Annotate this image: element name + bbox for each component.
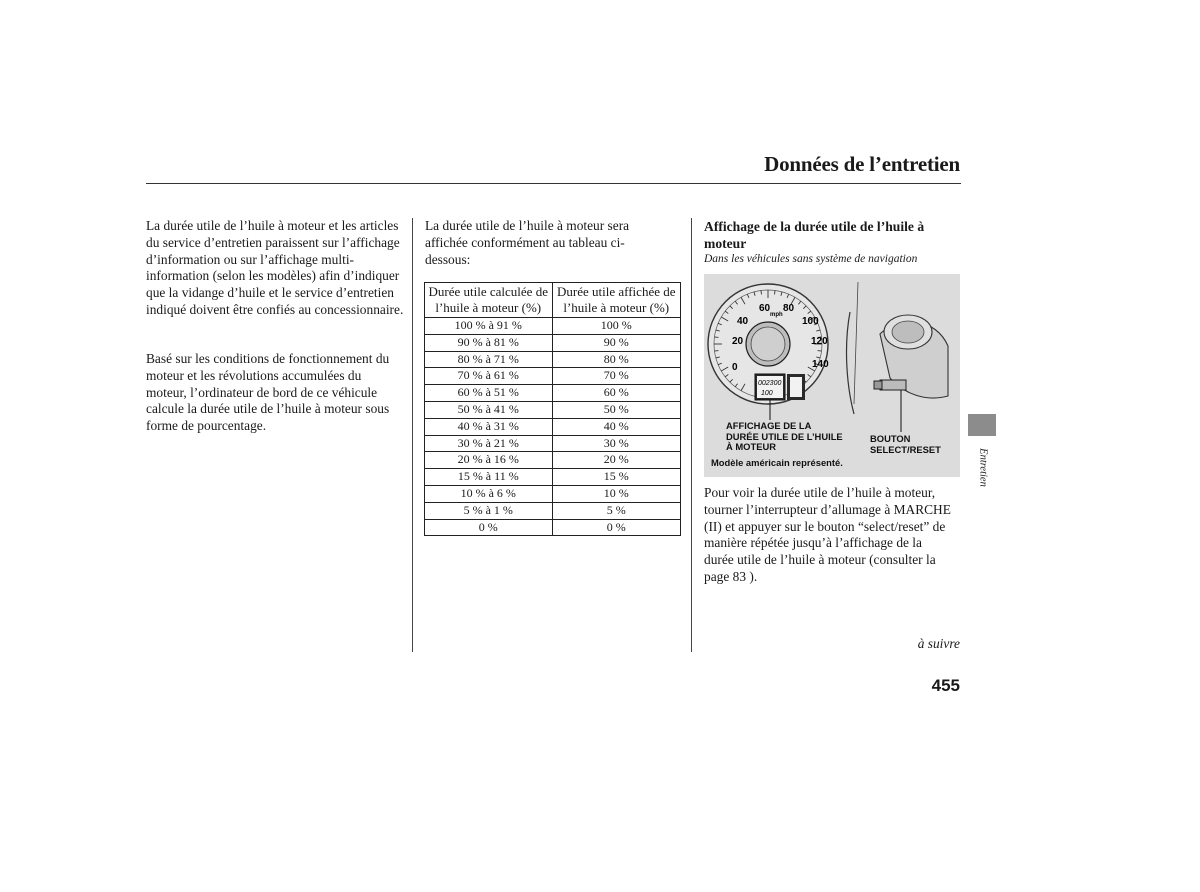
oil-display-label: AFFICHAGE DE LA DURÉE UTILE DE L’HUILE À MOTEUR — [726, 420, 843, 452]
intro-paragraph: La durée utile de l’huile à moteur et les articles du service d’entretien paraissent sur l’affichage d’information ou sur l’affichage multi-information (selon les modèles) afin d’indiquer que la vidange d’huile et le service d’entretien indiqué doivent être confiés au concessionnaire. — [146, 218, 404, 317]
table-row — [425, 418, 681, 435]
table-header-displayed: Durée utile affichée de l’huile à moteur (%) — [552, 283, 681, 318]
gauge-unit: mph — [770, 312, 783, 318]
displayed-cell: 20 % — [552, 452, 681, 469]
table-intro: La durée utile de l’huile à moteur sera affichée conformément au tableau ci-dessous: — [425, 218, 630, 267]
page-number: 455 — [931, 676, 960, 695]
displayed-cell: 90 % — [552, 334, 681, 351]
gauge-tick — [714, 351, 718, 352]
instructions-paragraph: Pour voir la durée utile de l’huile à moteur, tourner l’interrupteur d’allumage à MARCHE (II) et appuyer sur le bouton “select/reset” de manière répétée jusqu’à l’affichage de la durée utile de l’huile à moteur (consulter la page 83 ). — [704, 485, 951, 584]
column-divider-left — [412, 218, 413, 652]
column-divider-right — [691, 218, 692, 652]
table-row — [425, 435, 681, 452]
table-row — [425, 401, 681, 418]
table-row — [425, 519, 681, 536]
displayed-cell: 30 % — [552, 435, 681, 452]
calculated-cell: 80 % à 71 % — [425, 351, 553, 368]
table-row — [425, 318, 681, 335]
calculated-cell: 30 % à 21 % — [425, 435, 553, 452]
table-row — [425, 368, 681, 385]
displayed-cell: 100 % — [552, 318, 681, 335]
calculated-cell: 15 % à 11 % — [425, 469, 553, 486]
calculated-cell: 70 % à 61 % — [425, 368, 553, 385]
gauge-label-140: 140 — [812, 359, 829, 370]
calculated-cell: 90 % à 81 % — [425, 334, 553, 351]
table-row — [425, 502, 681, 519]
section-tab-marker — [968, 414, 996, 436]
oil-life-value: 100 — [761, 390, 773, 397]
calculation-paragraph: Basé sur les conditions de fonctionnement du moteur et les révolutions accumulées du moteur, l’ordinateur de bord de ce véhicule calcule la durée utile de l’huile à moteur sous forme de pourcentage. — [146, 351, 390, 434]
displayed-cell: 10 % — [552, 485, 681, 502]
gauge-tick — [775, 290, 776, 294]
header-rule — [146, 183, 961, 184]
calculated-cell: 50 % à 41 % — [425, 401, 553, 418]
continued-note: à suivre — [917, 636, 960, 651]
displayed-cell: 5 % — [552, 502, 681, 519]
displayed-cell: 15 % — [552, 469, 681, 486]
table-row — [425, 485, 681, 502]
gauge-label-0: 0 — [732, 362, 738, 373]
gauge-tick — [818, 351, 822, 352]
displayed-cell: 40 % — [552, 418, 681, 435]
gauge-tick — [714, 337, 718, 338]
section-tab-label: Entretien — [977, 448, 989, 487]
table-row — [425, 334, 681, 351]
gauge-tick — [761, 290, 762, 294]
displayed-cell: 70 % — [552, 368, 681, 385]
gauge-label-120: 120 — [811, 336, 828, 347]
calculated-cell: 10 % à 6 % — [425, 485, 553, 502]
calculated-cell: 5 % à 1 % — [425, 502, 553, 519]
section-heading: Affichage de la durée utile de l’huile à moteur — [704, 219, 925, 251]
select-reset-label: BOUTON SELECT/RESET — [870, 433, 941, 455]
table-row — [425, 469, 681, 486]
gauge-label-80: 80 — [783, 303, 795, 314]
gauge-label-60: 60 — [759, 303, 771, 314]
section-subheading: Dans les véhicules sans système de navigation — [704, 253, 918, 265]
displayed-cell: 80 % — [552, 351, 681, 368]
gauge-label-100: 100 — [802, 316, 819, 327]
page-title: Données de l’entretien — [764, 152, 960, 176]
calculated-cell: 20 % à 16 % — [425, 452, 553, 469]
instrument-cluster-figure — [704, 274, 960, 477]
displayed-cell: 60 % — [552, 385, 681, 402]
table-row — [425, 385, 681, 402]
oil-life-table — [424, 282, 681, 536]
figure-caption: Modèle américain représenté. — [711, 457, 843, 468]
table-row — [425, 452, 681, 469]
gauge-label-40: 40 — [737, 316, 749, 327]
odometer-value: 002300 — [758, 380, 782, 387]
displayed-cell: 50 % — [552, 401, 681, 418]
calculated-cell: 100 % à 91 % — [425, 318, 553, 335]
gauge-label-20: 20 — [732, 336, 744, 347]
calculated-cell: 60 % à 51 % — [425, 385, 553, 402]
table-header-calculated: Durée utile calculée de l’huile à moteur (%) — [425, 283, 553, 318]
table-row — [425, 351, 681, 368]
displayed-cell: 0 % — [552, 519, 681, 536]
calculated-cell: 0 % — [425, 519, 553, 536]
calculated-cell: 40 % à 31 % — [425, 418, 553, 435]
